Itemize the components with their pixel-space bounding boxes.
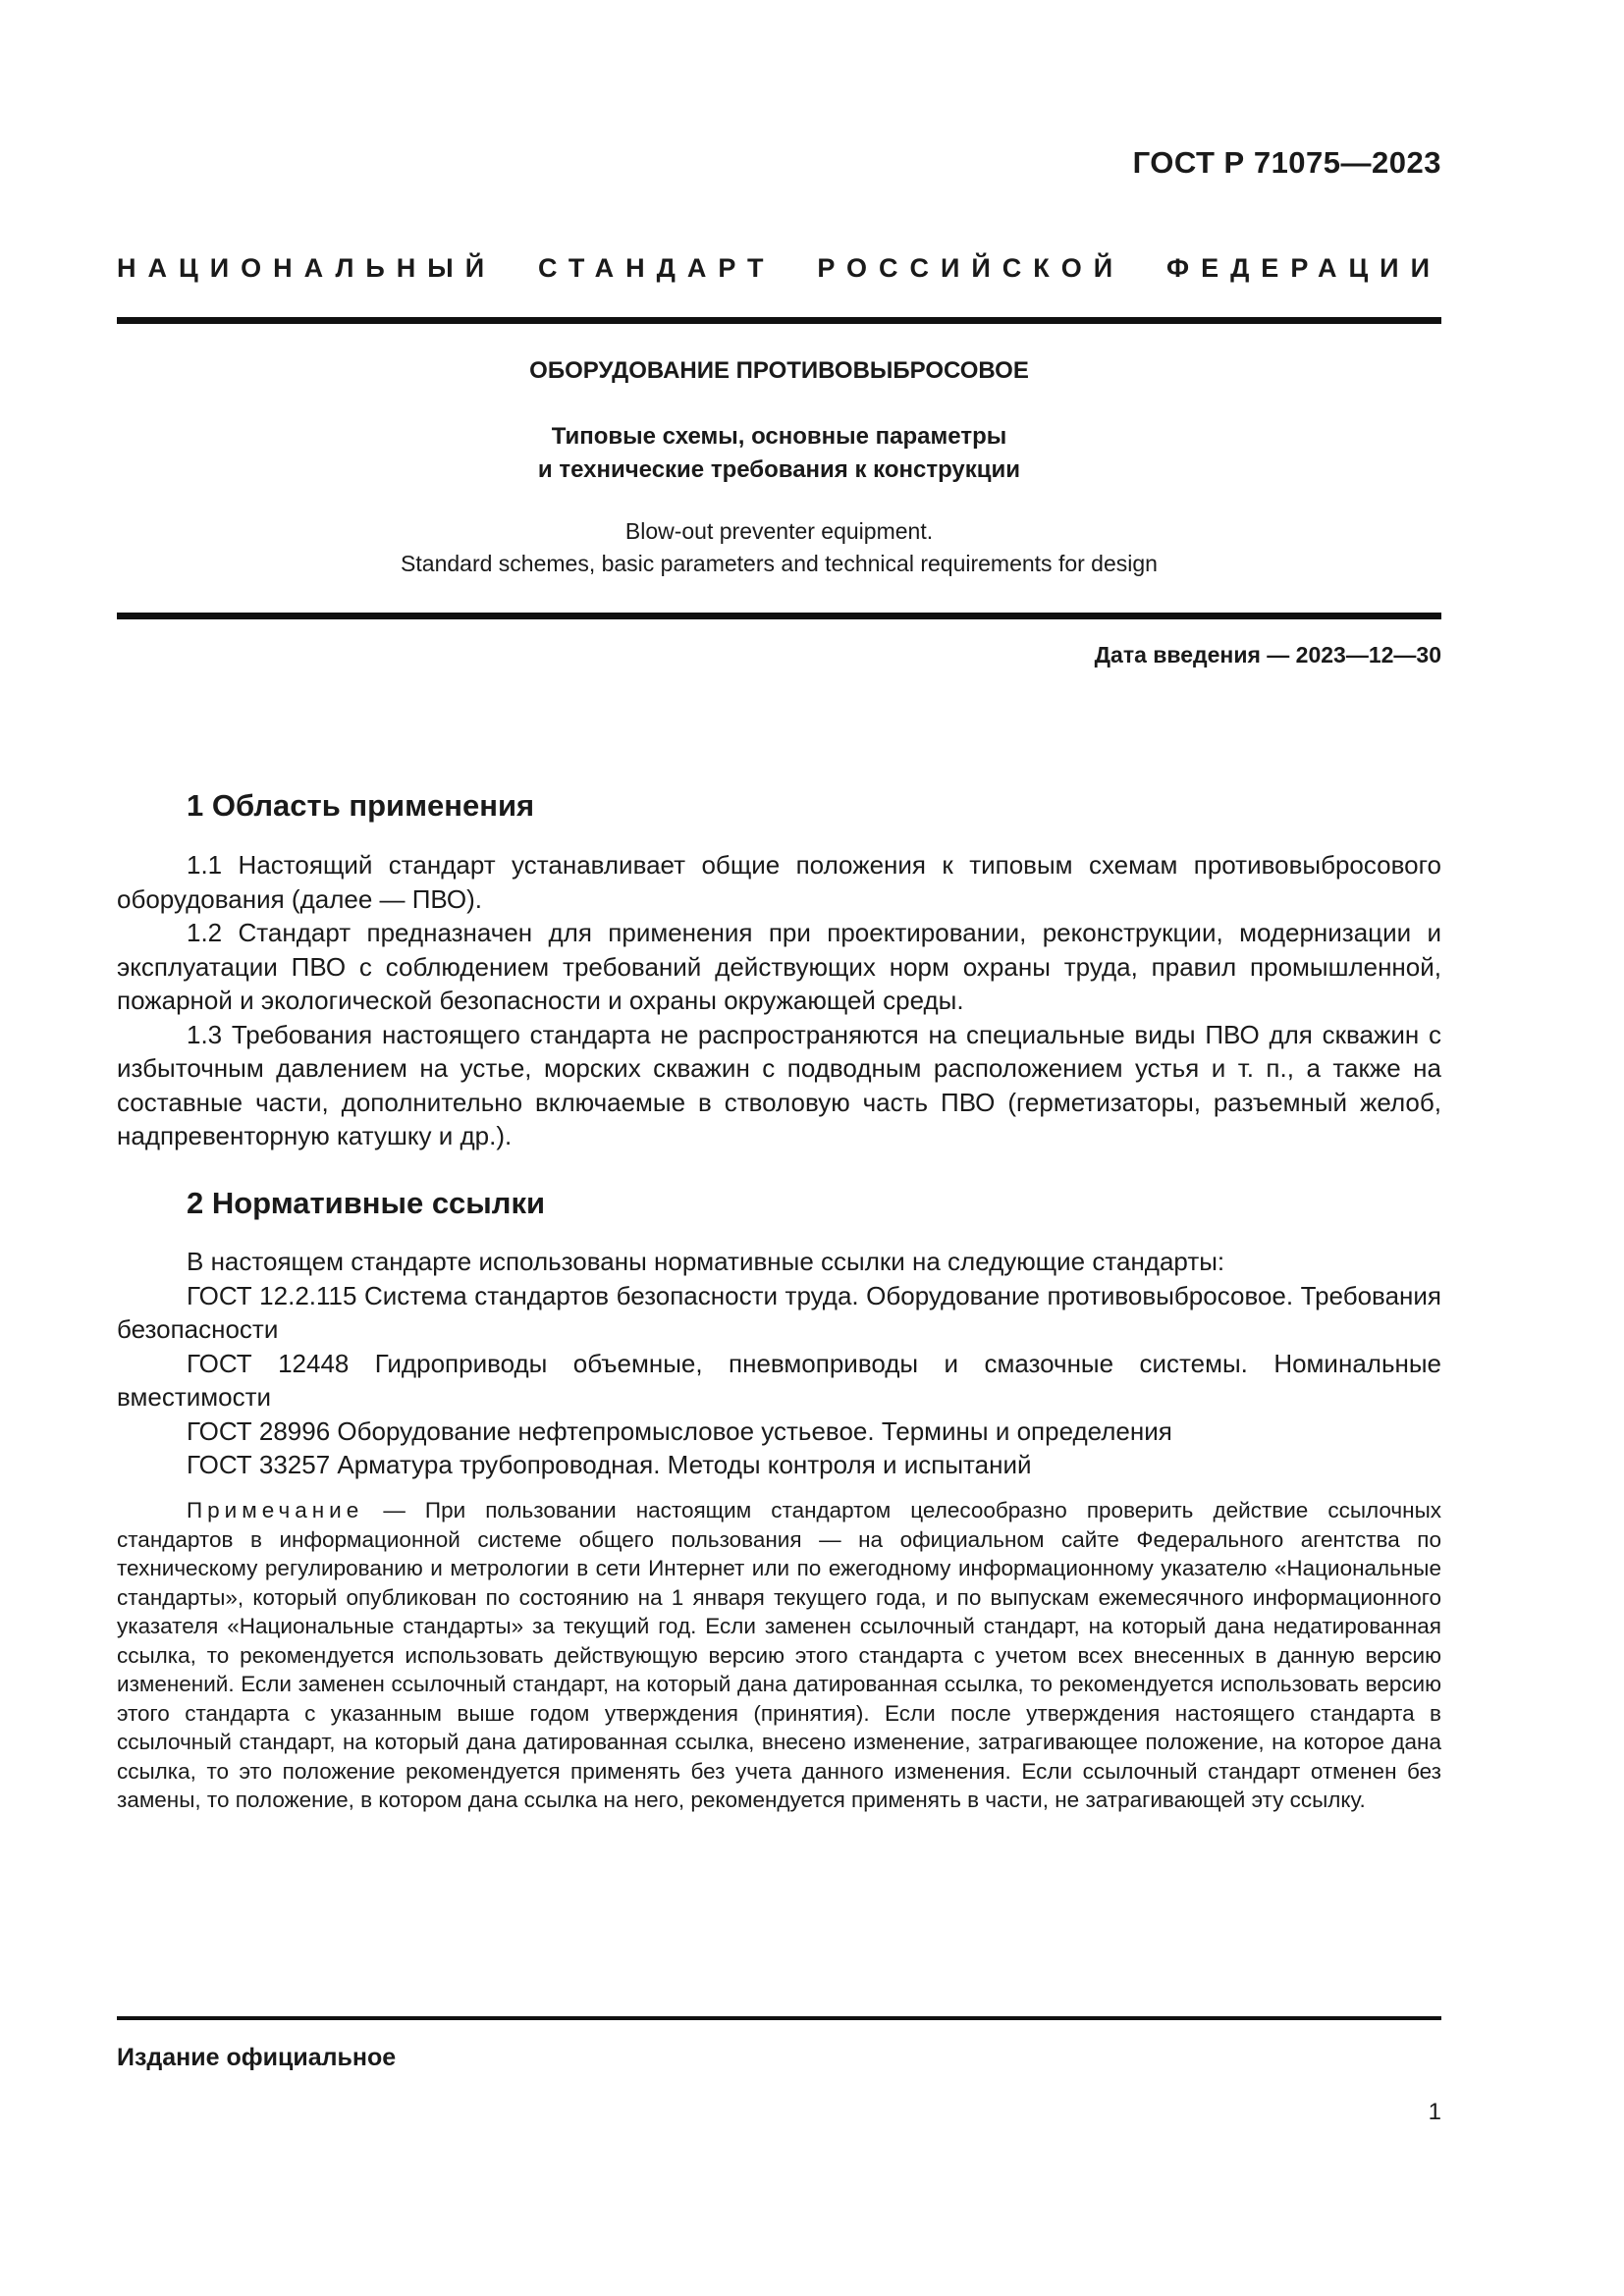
references-note xyxy=(117,1496,1441,1815)
references-intro: В настоящем стандарте использованы нормативные ссылки на следующие стандарты: xyxy=(187,1247,1225,1276)
section-1-body xyxy=(117,848,1441,1153)
section-2-heading: 2 Нормативные ссылки xyxy=(187,1186,546,1220)
english-title-line-2: Standard schemes, basic parameters and technical requirements for design xyxy=(401,551,1158,576)
reference-item: ГОСТ 28996 Оборудование нефтепромысловое устьевое. Термины и определения xyxy=(187,1415,1172,1446)
page-number: 1 xyxy=(1428,2099,1441,2125)
subtitle-line-2: и технические требования к конструкции xyxy=(537,456,1021,483)
title-divider xyxy=(117,613,1441,619)
reference-item: ГОСТ 12448 Гидроприводы объемные, пневмоприводы и смазочные системы. Номинальные вместимости xyxy=(117,1348,1441,1412)
english-title xyxy=(117,515,1441,580)
document-subtitle xyxy=(117,420,1441,487)
national-standard-banner: НАЦИОНАЛЬНЫЙ СТАНДАРТ РОССИЙСКОЙ ФЕДЕРАЦИИ xyxy=(117,253,1441,283)
top-divider xyxy=(117,317,1441,324)
official-edition-label: Издание официальное xyxy=(117,2044,397,2071)
section-1-heading: 1 Область применения xyxy=(187,788,535,823)
reference-item: ГОСТ 12.2.115 Система стандартов безопасности труда. Оборудование противовыбросовое. Требования безопасности xyxy=(117,1280,1441,1344)
note-text: — При пользовании настоящим стандартом целесообразно проверить действие ссылочных стандартов в информационной системе общего пользования — на официальном сайте Федерального агентства по техническому регулированию и метрологии в сети Интернет или по ежегодному информационному указателю «Национальные стандарты», который опубликован по состоянию на 1 января текущего года, и по выпускам ежемесячного информационного указателя «Национальные стандарты» за текущий год. Если заменен ссылочный стандарт, на который дана недатированная ссылка, то рекомендуется использовать действующую версию этого стандарта с учетом всех внесенных в данную версию изменений. Если заменен ссылочный стандарт, на который дана датированная ссылка, то рекомендуется использовать версию этого стандарта с указанным выше годом утверждения (принятия). Если после утверждения настоящего стандарта в ссылочный стандарт, на который дана датированная ссылка, внесено изменение, затрагивающее положение, на которое дана ссылка, то это положение рекомендуется применять без учета данного изменения. Если ссылочный стандарт отменен без замены, то положение, в котором дана ссылка на него, рекомендуется применять в части, не затрагивающей эту ссылку. xyxy=(117,1498,1441,1812)
paragraph-1-1: 1.1 Настоящий стандарт устанавливает общие положения к типовым схемам противовыбросового оборудования (далее — ПВО). xyxy=(117,850,1441,914)
section-2-body xyxy=(117,1245,1441,1482)
introduction-date: Дата введения — 2023—12—30 xyxy=(1094,642,1441,667)
subtitle-line-1: Типовые схемы, основные параметры xyxy=(551,423,1007,450)
footer-divider xyxy=(117,2016,1441,2020)
paragraph-1-3: 1.3 Требования настоящего стандарта не распространяются на специальные виды ПВО для скважин с избыточным давлением на устье, морских скважин с подводным расположением устья и т. п., а также на составные части, дополнительно включаемые в стволовую часть ПВО (герметизаторы, разъемный желоб, надпревенторную катушку и др.). xyxy=(117,1019,1441,1150)
english-title-line-1: Blow-out preventer equipment. xyxy=(624,518,934,544)
standard-designation: ГОСТ Р 71075—2023 xyxy=(1132,145,1441,180)
paragraph-1-2: 1.2 Стандарт предназначен для применения при проектировании, реконструкции, модернизации и эксплуатации ПВО с соблюдением требований действующих норм охраны труда, правил промышленной, пожарной и экологической безопасности и охраны окружающей среды. xyxy=(117,918,1441,1015)
reference-item: ГОСТ 33257 Арматура трубопроводная. Методы контроля и испытаний xyxy=(187,1450,1032,1479)
document-title: ОБОРУДОВАНИЕ ПРОТИВОВЫБРОСОВОЕ xyxy=(529,357,1029,384)
note-label: Примечание xyxy=(187,1498,364,1522)
